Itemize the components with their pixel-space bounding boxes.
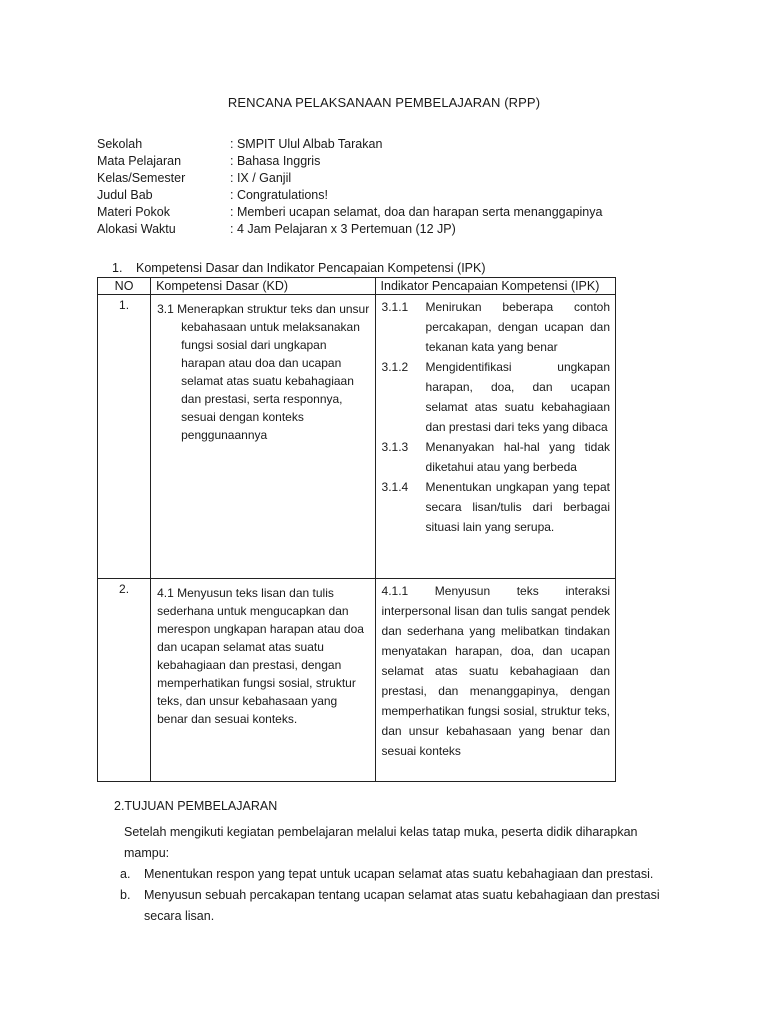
- meta-key: Kelas/Semester: [97, 171, 186, 185]
- header-ipk: Indikator Pencapaian Kompetensi (IPK): [375, 278, 615, 295]
- meta-value: : IX / Ganjil: [230, 171, 292, 185]
- meta-key: Materi Pokok: [97, 205, 170, 219]
- table-row: [98, 579, 616, 782]
- ipk-code: 3.1.4: [381, 480, 409, 494]
- list-label: a.: [120, 867, 131, 881]
- ipk-cell: [375, 579, 615, 782]
- list-label: b.: [120, 888, 131, 902]
- section-2: [114, 796, 674, 927]
- ipk-item: [382, 357, 610, 437]
- meta-row-sekolah: [97, 136, 602, 153]
- meta-row-mata-pelajaran: [97, 153, 602, 170]
- kd-cell: [151, 295, 375, 579]
- section-title: Kompetensi Dasar dan Indikator Pencapaian Kompetensi (IPK): [136, 261, 486, 275]
- meta-value: : 4 Jam Pelajaran x 3 Pertemuan (12 JP): [230, 222, 456, 236]
- section-2-heading: 2.TUJUAN PEMBELAJARAN: [114, 799, 278, 813]
- meta-key: Mata Pelajaran: [97, 154, 182, 168]
- document-title: RENCANA PELAKSANAAN PEMBELAJARAN (RPP): [227, 95, 541, 110]
- ipk-text: Menanyakan hal-hal yang tidak diketahui atau yang berbeda: [425, 440, 610, 474]
- meta-value: : Congratulations!: [230, 188, 328, 202]
- table-row: [98, 295, 616, 579]
- identity-block: [97, 136, 602, 238]
- header-kd: Kompetensi Dasar (KD): [151, 278, 375, 295]
- meta-value: : Bahasa Inggris: [230, 154, 321, 168]
- list-text: Menentukan respon yang tepat untuk ucapan selamat atas suatu kebahagiaan dan prestasi.: [144, 867, 654, 881]
- meta-key: Alokasi Waktu: [97, 222, 176, 236]
- ipk-item: [382, 297, 610, 357]
- list-item: [114, 864, 674, 885]
- list-item: [114, 885, 674, 927]
- section-2-intro: Setelah mengikuti kegiatan pembelajaran melalui kelas tatap muka, peserta didik diharapkan mampu:: [124, 825, 638, 860]
- meta-row-kelas-semester: [97, 170, 602, 187]
- competency-table: [97, 277, 616, 782]
- ipk-item: [382, 437, 610, 477]
- section-number: 1.: [112, 261, 123, 275]
- header-no: NO: [98, 278, 151, 295]
- ipk-text: Mengidentifikasi ungkapan harapan, doa, dan ucapan selamat atas suatu kebahagiaan dan prestasi dari teks yang dibaca: [425, 360, 610, 434]
- meta-value: : Memberi ucapan selamat, doa dan harapan serta menanggapinya: [230, 205, 603, 219]
- ipk-list: [376, 295, 615, 537]
- row-number: 2.: [98, 579, 151, 782]
- ipk-text: Menirukan beberapa contoh percakapan, dengan ucapan dan tekanan kata yang benar: [425, 300, 610, 354]
- ipk-code: 3.1.2: [381, 360, 409, 374]
- ipk-code: 3.1.3: [381, 440, 409, 454]
- ipk-text: 4.1.1 Menyusun teks interaksi interpersonal lisan dan tulis sangat pendek dan sederhana yang melibatkan tindakan menyatakan harapan, doa, dan ucapan selamat atas suatu kebahagiaan dan prestasi, dan menanggapinya, dengan memperhatikan fungsi sosial, struktur teks, dan unsur kebahasaan yang benar dan sesuai konteks: [381, 584, 610, 758]
- kd-cell: [151, 579, 375, 782]
- meta-key: Judul Bab: [97, 188, 153, 202]
- kd-text: 3.1 Menerapkan struktur teks dan unsur kebahasaan untuk melaksanakan fungsi sosial dari ungkapan harapan atau doa dan ucapan selamat atas suatu kebahagiaan dan prestasi, serta responnya, sesuai dengan konteks penggunaannya: [157, 302, 370, 442]
- ipk-code: 3.1.1: [381, 300, 409, 314]
- row-number: 1.: [98, 295, 151, 579]
- meta-row-judul-bab: [97, 187, 602, 204]
- meta-row-alokasi-waktu: [97, 221, 602, 238]
- table-header-row: [98, 278, 616, 295]
- meta-value: : SMPIT Ulul Albab Tarakan: [230, 137, 383, 151]
- list-text: Menyusun sebuah percakapan tentang ucapan selamat atas suatu kebahagiaan dan prestasi secara lisan.: [144, 888, 660, 923]
- meta-key: Sekolah: [97, 137, 143, 151]
- section-1-heading: [112, 261, 486, 275]
- ipk-text: Menentukan ungkapan yang tepat secara lisan/tulis dari berbagai situasi lain yang serupa.: [425, 480, 610, 534]
- ipk-cell: [375, 295, 615, 579]
- meta-row-materi-pokok: [97, 204, 602, 221]
- kd-text: 4.1 Menyusun teks lisan dan tulis sederhana untuk mengucapkan dan merespon ungkapan harapan atau doa dan ucapan selamat atas suatu kebahagiaan dan prestasi, dengan memperhatikan fungsi sosial, struktur teks, dan unsur kebahasaan yang benar dan sesuai konteks.: [157, 586, 364, 726]
- ipk-item: [382, 477, 610, 537]
